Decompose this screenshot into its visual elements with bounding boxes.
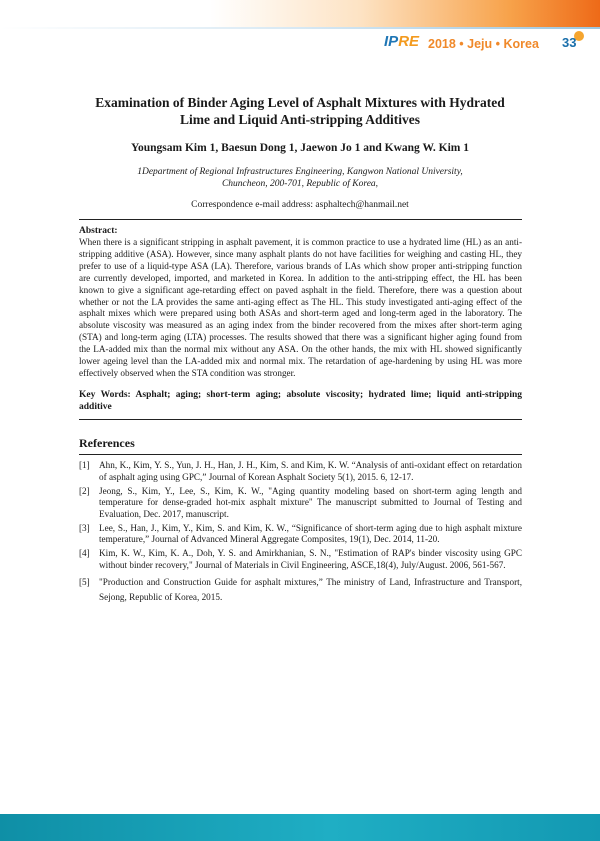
reference-text: "Production and Construction Guide for asphalt mixtures,” The ministry of Land, Infrastructure and Transport, Sejong, Republic of Korea, 2015. <box>99 577 522 602</box>
conference-logo: IPRE <box>384 33 420 50</box>
affiliation-line: 1Department of Regional Infrastructures Engineering, Kangwon National University, <box>137 167 463 177</box>
divider <box>79 454 522 455</box>
affiliation-line: Chuncheon, 200-701, Republic of Korea, <box>221 179 379 189</box>
divider <box>79 219 522 220</box>
keywords: Key Words: Asphalt; aging; short-term aging; absolute viscosity; hydrated lime; liquid anti-stripping additive <box>79 390 522 412</box>
header-band <box>0 0 600 27</box>
reference-item <box>79 575 522 604</box>
reference-text: Ahn, K., Kim, Y. S., Yun, J. H., Han, J. H., Kim, S. and Kim, K. W. “Analysis of anti-oxidant effect on retardation of asphalt aging using GPC,” Journal of Korean Asphalt Society 5(1), 2015. 6, 12-17. <box>99 460 522 482</box>
paper-title <box>80 94 520 128</box>
reference-number: [5] <box>79 577 90 587</box>
abstract-heading: Abstract: <box>79 226 118 236</box>
reference-number: [4] <box>79 548 90 558</box>
reference-text: Lee, S., Han, J., Kim, Y., Kim, S. and Kim, K. W., “Significance of short-term aging due to high asphalt mixture temperature,” Journal of Advanced Mineral Aggregate Composites, 19(1), Dec. 2014, 11-20. <box>99 522 522 544</box>
reference-text: Jeong, S., Kim, Y., Lee, S., Kim, K. W., "Aging quantity modeling based on short-term aging length and temperature for dense-graded hot-mix asphalt mixture" The manuscript submitted to Journal of Testing and Evaluation, Dec. 2017, manuscript. <box>99 485 522 519</box>
reference-item <box>79 548 522 571</box>
reference-text: Kim, K. W., Kim, K. A., Doh, Y. S. and Amirkhanian, S. N., "Estimation of RAP's binder viscosity using GPC without binder recovery," Journal of Materials in Civil Engineering, ASCE,18(4), July/August. 2006, 561-567. <box>99 548 522 570</box>
reference-item <box>79 523 522 546</box>
authors: Youngsam Kim 1, Baesun Dong 1, Jaewon Jo 1 and Kwang W. Kim 1 <box>130 142 470 154</box>
header-line <box>0 27 600 29</box>
correspondence-email: Correspondence e-mail address: asphaltech@hanmail.net <box>191 200 409 210</box>
conference-label: 2018 • Jeju • Korea <box>428 37 539 51</box>
abstract-text: When there is a significant stripping in asphalt pavement, it is common practice to use a hydrated lime (HL) as an anti-stripping additive (ASA). However, since many asphalt plants do not have facilities for weighing and casting HL, they prefer to use of a liquid-type ASA (LA). Therefore, various brands of LAs which show proper anti-stripping function are currently developed, imported, and marketed in Korea. In addition to the anti-stripping effect, the HL has been known to give a significant age-retarding effect on paved asphalt in the field. Therefore, there was a question about whether or not the LA provides the same anti-aging effect as The HL. This study investigated anti-aging effect of the asphalt mixes which were prepared using both ASAs and short-term aged and long-term aged in the laboratory. The absolute viscosity was measured as an aging index from the binder recovered from the mixes after short-term aging (STA) and long-term aging (LTA) processes. The results showed that there was a significant higher aging found from the LA-added mix than the normal mix without any ASA. On the other hands, the mix with HL showed significantly lower ageing level than the LA-added mix and normal mix. The retardation of age-hardening by using HL was more effectively observed when the STA condition was stronger. <box>79 237 522 378</box>
affiliation <box>110 166 490 190</box>
page-number: 33 <box>562 33 576 53</box>
references-list <box>79 460 522 607</box>
reference-number: [2] <box>79 485 90 496</box>
title-line: Lime and Liquid Anti-stripping Additives <box>179 112 421 127</box>
reference-number: [3] <box>79 522 90 533</box>
references-heading: References <box>79 436 135 450</box>
divider <box>79 419 522 420</box>
reference-number: [1] <box>79 460 90 470</box>
title-line: Examination of Binder Aging Level of Asphalt Mixtures with Hydrated <box>95 95 505 110</box>
footer-band <box>0 814 600 841</box>
reference-item <box>79 486 522 521</box>
reference-item <box>79 460 522 483</box>
